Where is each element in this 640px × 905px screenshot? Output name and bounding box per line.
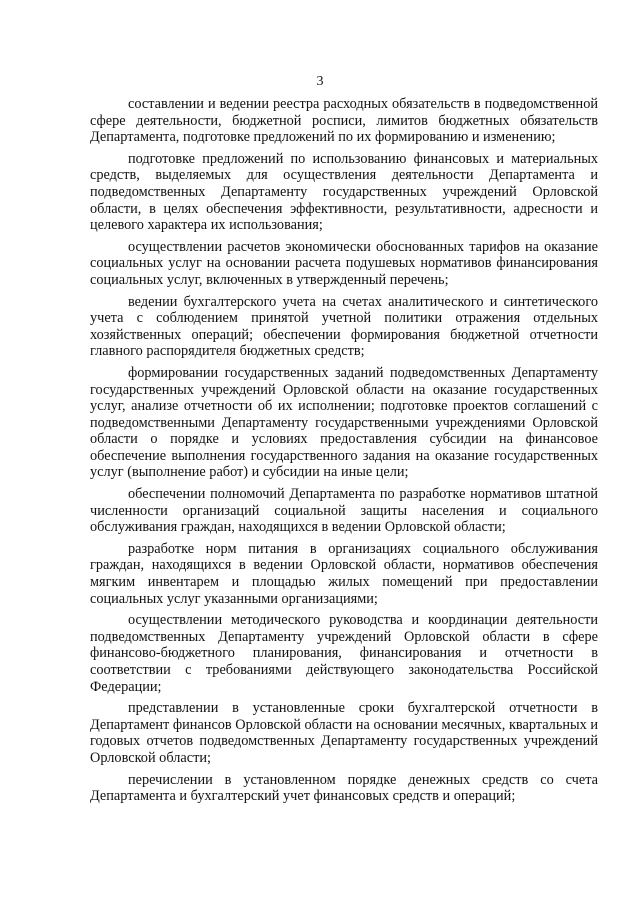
paragraph: обеспечении полномочий Департамента по разработке нормативов штатной численности организаций социальной защиты населения и социального обслуживания граждан, находящихся в ведении Орловской области; [90, 486, 598, 536]
document-body [90, 96, 598, 805]
paragraph: осуществлении методического руководства и координации деятельности подведомственных Департаменту учреждений Орловской области в сфере финансово-бюджетного планирования, финансирования и отчетности в соответствии с требованиями действующего законодательства Российской Федерации; [90, 612, 598, 695]
paragraph: перечислении в установленном порядке денежных средств со счета Департамента и бухгалтерский учет финансовых средств и операций; [90, 771, 598, 805]
paragraph: подготовке предложений по использованию финансовых и материальных средств, выделяемых для осуществления деятельности Департамента и подведомственных Департаменту государственных учреждений Орловской области, в целях обеспечения эффективности, результативности, адресности и целевого характера их использования; [90, 150, 598, 234]
paragraph: ведении бухгалтерского учета на счетах аналитического и синтетического учета с соблюдением принятой учетной политики отражения отдельных хозяйственных операций; обеспечении формирования бюджетной отчетности главного распорядителя бюджетных средств; [90, 293, 598, 360]
paragraph: формировании государственных заданий подведомственных Департаменту государственных учреждений Орловской области на оказание государственных услуг, анализе отчетности об их исполнении; подготовке проектов соглашений с подведомственными Департаменту государственными учреждениями Орловской области о порядке и условиях предоставления субсидии на финансовое обеспечение выполнения государственного задания на оказание государственных услуг (выполнение работ) и субсидии на иные цели; [90, 364, 598, 481]
paragraph: разработке норм питания в организациях социального обслуживания граждан, находящихся в ведении Орловской области, нормативов обеспечения мягким инвентарем и площадью жилых помещений при предоставлении социальных услуг указанными организациями; [90, 540, 598, 607]
paragraph: составлении и ведении реестра расходных обязательств в подведомственной сфере деятельности, бюджетной росписи, лимитов бюджетных обязательств Департамента, подготовке предложений по их формированию и изменению; [90, 96, 598, 146]
paragraph: осуществлении расчетов экономически обоснованных тарифов на оказание социальных услуг на основании расчета подушевых нормативов финансирования социальных услуг, включенных в утвержденный перечень; [90, 238, 598, 288]
page-number: 3 [316, 74, 324, 89]
paragraph: представлении в установленные сроки бухгалтерской отчетности в Департамент финансов Орловской области на основании месячных, квартальных и годовых отчетов подведомственных Департаменту государственных учреждений Орловской области; [90, 700, 598, 766]
